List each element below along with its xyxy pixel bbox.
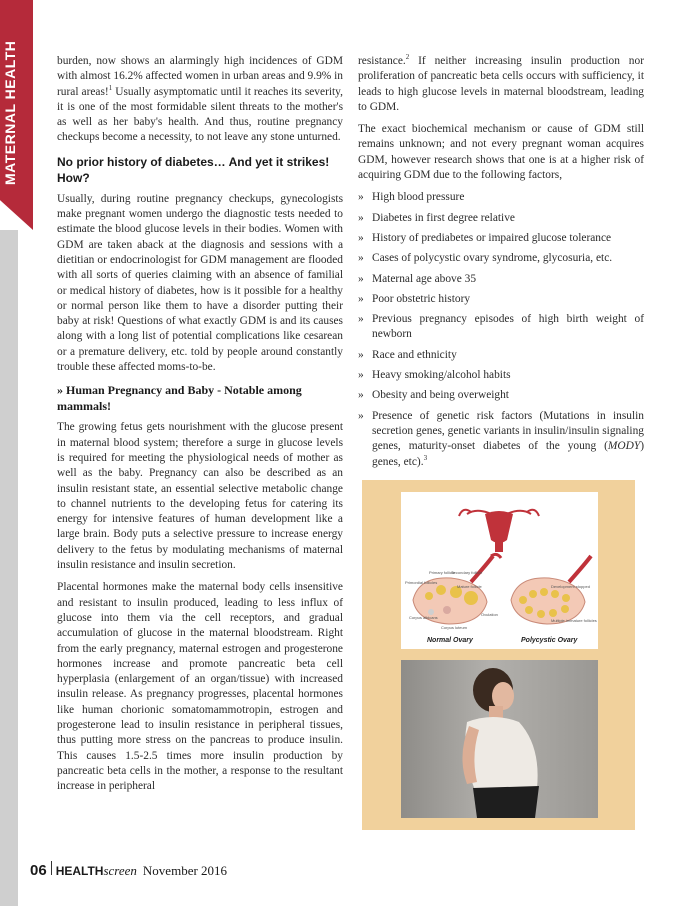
label-corpus-luteum: Corpus luteum <box>441 625 468 630</box>
polycystic-ovary-caption: Polycystic Ovary <box>521 637 578 644</box>
list-item: » Maternal age above 35 <box>358 272 477 285</box>
right-column <box>358 54 644 475</box>
list-item: » Diabetes in first degree relative <box>358 211 515 224</box>
label-secondary: Secondary follicle <box>451 570 483 575</box>
ovary-diagram <box>401 492 598 649</box>
list-item: » Cases of polycystic ovary syndrome, glycosuria, etc. <box>358 252 613 265</box>
woman-silhouette <box>401 660 598 818</box>
paragraph: Placental hormones make the maternal body cells insensitive and resistant to insulin produced, leading to less influx of glucose into them via the cell receptors, and gradual accumulation of glucose in the maternal bloodstream. Right from the early pregnancy, maternal estrogen and progesterone hormones increase and promote pancreatic beta cell hyperplasia (enlargement of an organ/tissue) with increased insulin release. As pregnancy progresses, placental hormones like human chorionic somatomammotropin, estrogen and progesterone lead to insulin resistance in peripheral tissues, thus putting more stress on the pancreas to produce insulin. This causes 1.5-2.5 times more insulin production by pancreatic beta cells in the mother, a response to the resultant increase in peripheral <box>57 581 343 793</box>
list-item: » Race and ethnicity <box>358 348 457 361</box>
label-corpus-albicans: Corpus albicans <box>409 615 438 620</box>
pregnant-woman-photo <box>401 660 598 818</box>
section-tab-label: MATERNAL HEALTH <box>2 40 18 185</box>
page-footer <box>30 861 227 879</box>
footer-divider <box>51 861 52 875</box>
issue-date: November 2016 <box>142 863 228 878</box>
paragraph: resistance.$^2$ If neither increasing insulin production nor proliferation of pancreatic beta cells occurs with sufficiency, it leads to high glucose levels in maternal bloodstream, leading to GDM. <box>358 53 644 113</box>
label-multiple-immature: Multiple immature follicles <box>551 618 597 623</box>
subsection-heading: » Human Pregnancy and Baby - Notable among mammals! <box>57 383 302 414</box>
label-development-stopped: Development stopped <box>551 584 590 589</box>
list-item: » Poor obstetric history <box>358 292 471 305</box>
list-item: » Heavy smoking/alcohol habits <box>358 369 511 382</box>
paragraph: burden, now shows an alarmingly high incidences of GDM with almost 16.2% affected women in urban areas and 9.9% in rural areas!$^1$ Usually asymptomatic until it reaches its severity, it is one of the most formidable silent threats to the mother's as well as her baby's health. And thus, routine pregnancy checkups become a necessity, to not leave any stone unturned. <box>57 55 343 144</box>
paragraph: Usually, during routine pregnancy checkups, gynecologists make pregnant women undergo the diagnostic tests needed to estimate the blood glucose levels in their bodies. Women with GDM are taken aback at the diagnosis and sessions with a dietitian or endocrinologist for GDM management are flooded with all sorts of queries claiming with an absence of familial or medical history of diabetes, how is it possible for a healthy or normal person like them to have a disorder putting their baby at risk! Questions of what exactly GDM is and its causes along with a long list of potential complications like cesarean or a premature delivery, etc. told by people around constantly trouble these affected moms-to-be. <box>57 192 343 374</box>
label-ovulation: Ovulation <box>481 612 498 617</box>
section-heading: No prior history of diabetes… And yet it strikes! How? <box>57 154 330 185</box>
list-item: » High blood pressure <box>358 191 465 204</box>
ovary-illustration <box>401 492 598 649</box>
list-item: » Previous pregnancy episodes of high birth weight of newborn <box>358 313 644 341</box>
left-column <box>57 54 343 801</box>
risk-factor-list <box>358 190 644 469</box>
label-primordial: Primordial follicles <box>405 580 438 585</box>
normal-ovary-caption: Normal Ovary <box>427 637 473 644</box>
page-number: 06 <box>30 862 47 879</box>
paragraph: The growing fetus gets nourishment with the glucose present in maternal blood system; therefore a surge in glucose levels is required for meeting the physiological needs of mother as well as the baby. Pregnancy can also be described as an insulin resistant state, an essential selective metabolic change to channel nutrients to the developing fetus for catering its energy for intensive features of human development like a large brain. Body puts a selective pressure to increase energy delivery to the fetus by modulating mechanisms of maternal insulin resistance and insulin secretion. <box>57 421 343 572</box>
list-item: » Obesity and being overweight <box>358 389 509 402</box>
label-mature: Mature follicle <box>457 584 482 589</box>
list-item: » Presence of genetic risk factors (Mutations in insulin secretion genes, genetic variants in insulin/insulin signaling genes, maturity-onset diabetes of the young (MODY) genes, etc).$^3$ <box>358 409 644 468</box>
magazine-logo-script: screen <box>103 863 137 878</box>
side-strip <box>0 230 18 906</box>
paragraph: The exact biochemical mechanism or cause of GDM still remains unknown; and not every pregnant woman acquires GDM, however research shows that one is at a higher risk of acquiring GDM due to the following factors, <box>358 123 644 182</box>
list-item: » History of prediabetes or impaired glucose tolerance <box>358 231 612 244</box>
magazine-logo: HEALTH <box>55 864 104 878</box>
label-primary: Primary follicle <box>429 570 456 575</box>
